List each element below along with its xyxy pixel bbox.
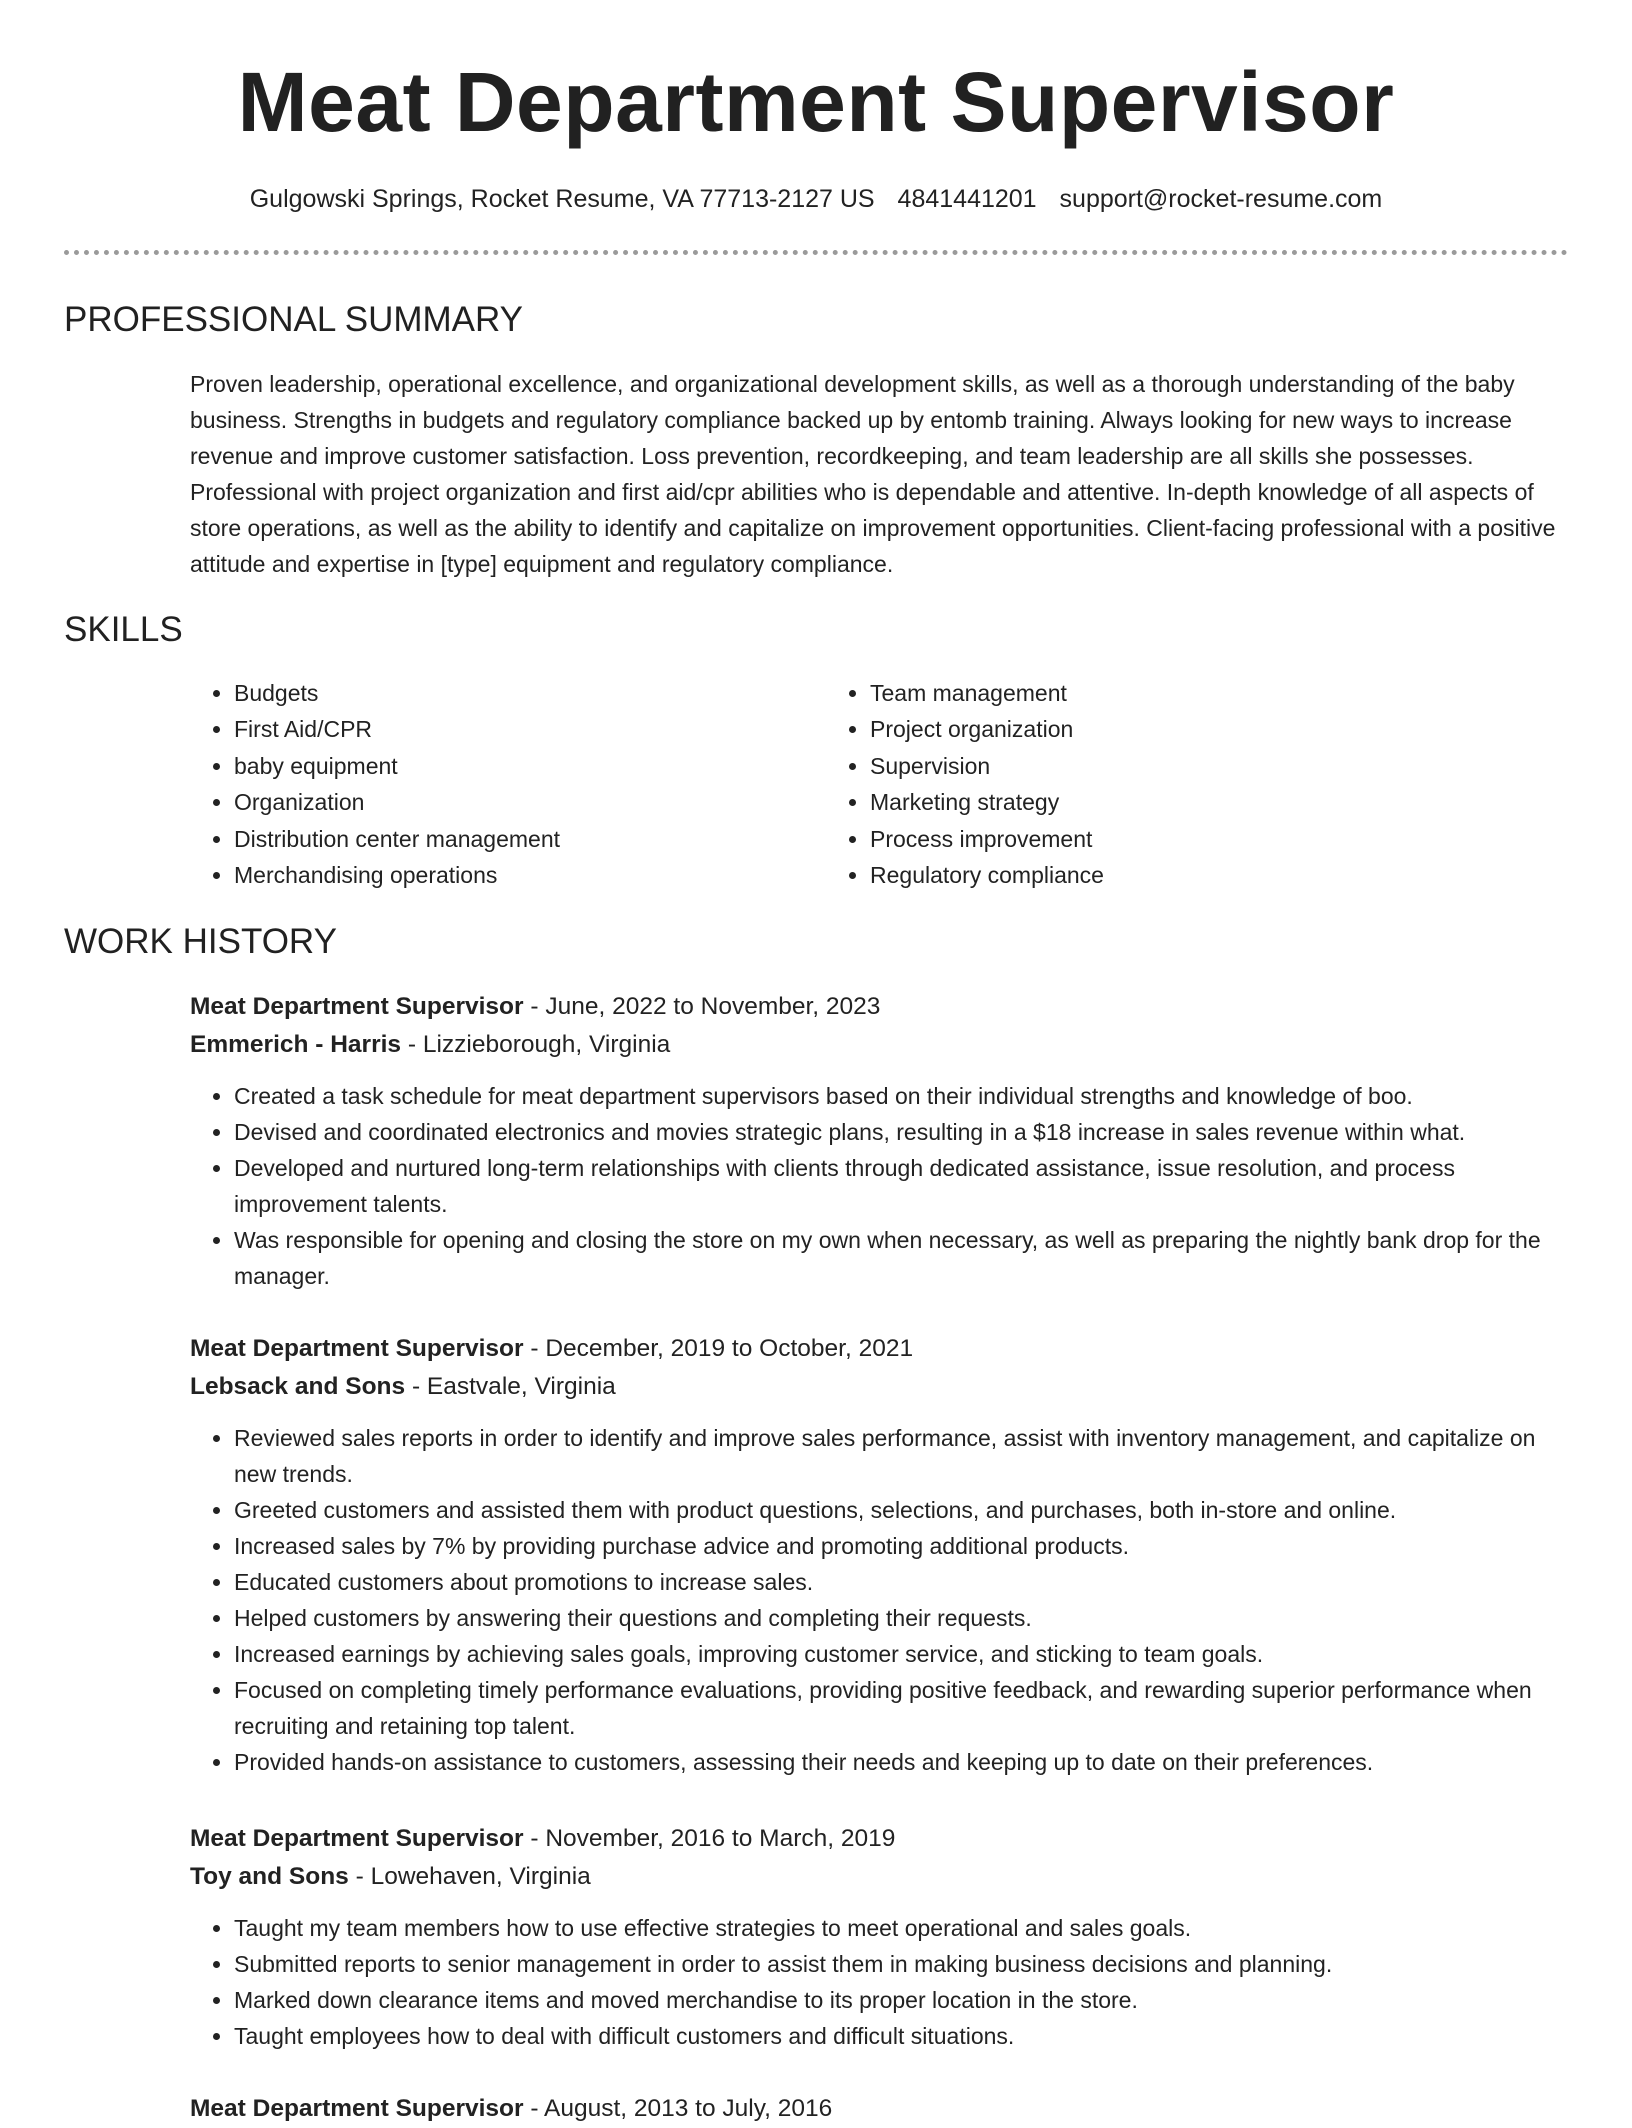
job-bullet: • Reviewed sales reports in order to identify and improve sales performance, assist with inventory management, and capitalize on new trends. (234, 1420, 1568, 1492)
job-bullets (190, 1420, 1568, 1780)
job-entry (190, 1820, 1568, 2054)
job-bullet: • Taught my team members how to use effective strategies to meet operational and sales goals. (234, 1910, 1568, 1946)
resume-title: Meat Department Supervisor (237, 55, 1395, 149)
job-entry (190, 1330, 1568, 1780)
skill-item: • Regulatory compliance (870, 857, 1426, 893)
skills-column-right (826, 675, 1426, 893)
job-location: - Lowehaven, Virginia (348, 1863, 591, 1890)
job-bullet: • Educated customers about promotions to increase sales. (234, 1564, 1568, 1600)
job-company-line (190, 1026, 1568, 1064)
skill-item: • Team management (870, 675, 1426, 711)
job-bullet: • Provided hands-on assistance to customers, assessing their needs and keeping up to date on their preferences. (234, 1744, 1568, 1780)
job-company-line (190, 1368, 1568, 1406)
skill-item: • Supervision (870, 748, 1426, 784)
job-bullet: • Created a task schedule for meat department supervisors based on their individual strengths and knowledge of boo. (234, 1078, 1568, 1114)
job-entry (190, 988, 1568, 1294)
job-bullet: • Developed and nurtured long-term relationships with clients through dedicated assistance, issue resolution, and process improvement talents. (234, 1150, 1568, 1222)
job-bullet: • Greeted customers and assisted them with product questions, selections, and purchases, both in-store and online. (234, 1492, 1568, 1528)
skill-item: • Distribution center management (234, 821, 826, 857)
job-dates: - November, 2016 to March, 2019 (523, 1825, 896, 1852)
contact-line (0, 182, 1632, 216)
job-dates: - December, 2019 to October, 2021 (523, 1335, 914, 1362)
contact-email: support@rocket-resume.com (1059, 185, 1383, 213)
job-dates: - August, 2013 to July, 2016 (523, 2095, 833, 2122)
work-history-heading: WORK HISTORY (64, 922, 337, 961)
job-company: Emmerich - Harris (190, 1031, 402, 1058)
header-divider (64, 250, 1568, 255)
job-bullet: • Increased earnings by achieving sales goals, improving customer service, and sticking to team goals. (234, 1636, 1568, 1672)
job-role-line (190, 2090, 1568, 2128)
job-bullet: • Focused on completing timely performance evaluations, providing positive feedback, and rewarding superior performance when recruiting and retaining top talent. (234, 1672, 1568, 1744)
contact-phone: 4841441201 (897, 185, 1037, 213)
job-bullet: • Devised and coordinated electronics and movies strategic plans, resulting in a $18 increase in sales revenue within what. (234, 1114, 1568, 1150)
job-location: - Lizzieborough, Virginia (401, 1031, 671, 1058)
skills-list (190, 675, 1568, 893)
job-company-line (190, 1858, 1568, 1896)
job-bullet: • Helped customers by answering their questions and completing their requests. (234, 1600, 1568, 1636)
job-bullets (190, 1078, 1568, 1294)
job-role: Meat Department Supervisor (190, 1825, 524, 1852)
summary-text: Proven leadership, operational excellence, and organizational development skills, as well as a thorough understanding of the baby business. Strengths in budgets and regulatory compliance backed up by entomb training. Always looking for new ways to increase revenue and improve customer satisfaction. Loss prevention, recordkeeping, and team leadership are all skills she possesses. Professional with project organization and first aid/cpr abilities who is dependable and attentive. In-depth knowledge of all aspects of store operations, as well as the ability to identify and capitalize on improvement opportunities. Client-facing professional with a positive attitude and expertise in [type] equipment and regulatory compliance. (190, 371, 1556, 577)
job-location: - Eastvale, Virginia (405, 1373, 616, 1400)
skill-item: • Project organization (870, 711, 1426, 747)
job-role-line (190, 988, 1568, 1026)
job-role: Meat Department Supervisor (190, 993, 524, 1020)
job-bullet: • Increased sales by 7% by providing purchase advice and promoting additional products. (234, 1528, 1568, 1564)
job-bullet: • Taught employees how to deal with difficult customers and difficult situations. (234, 2018, 1568, 2054)
skill-item: • Organization (234, 784, 826, 820)
job-entry (190, 2090, 1568, 2128)
skill-item: • Process improvement (870, 821, 1426, 857)
contact-address: Gulgowski Springs, Rocket Resume, VA 77713-2127 US (249, 185, 875, 213)
job-bullet: • Marked down clearance items and moved merchandise to its proper location in the store. (234, 1982, 1568, 2018)
skill-item: • baby equipment (234, 748, 826, 784)
summary-heading: PROFESSIONAL SUMMARY (64, 300, 523, 339)
skill-item: • Marketing strategy (870, 784, 1426, 820)
job-bullet: • Was responsible for opening and closing the store on my own when necessary, as well as preparing the nightly bank drop for the manager. (234, 1222, 1568, 1294)
skill-item: • Merchandising operations (234, 857, 826, 893)
skills-heading: SKILLS (64, 610, 183, 649)
job-role: Meat Department Supervisor (190, 1335, 524, 1362)
job-company: Toy and Sons (190, 1863, 349, 1890)
skills-column-left (190, 675, 826, 893)
job-role-line (190, 1330, 1568, 1368)
skill-item: • Budgets (234, 675, 826, 711)
skill-item: • First Aid/CPR (234, 711, 826, 747)
job-company: Lebsack and Sons (190, 1373, 406, 1400)
job-bullet: • Submitted reports to senior management in order to assist them in making business decisions and planning. (234, 1946, 1568, 1982)
job-role-line (190, 1820, 1568, 1858)
job-bullets (190, 1910, 1568, 2054)
job-role: Meat Department Supervisor (190, 2095, 524, 2122)
job-dates: - June, 2022 to November, 2023 (523, 993, 881, 1020)
